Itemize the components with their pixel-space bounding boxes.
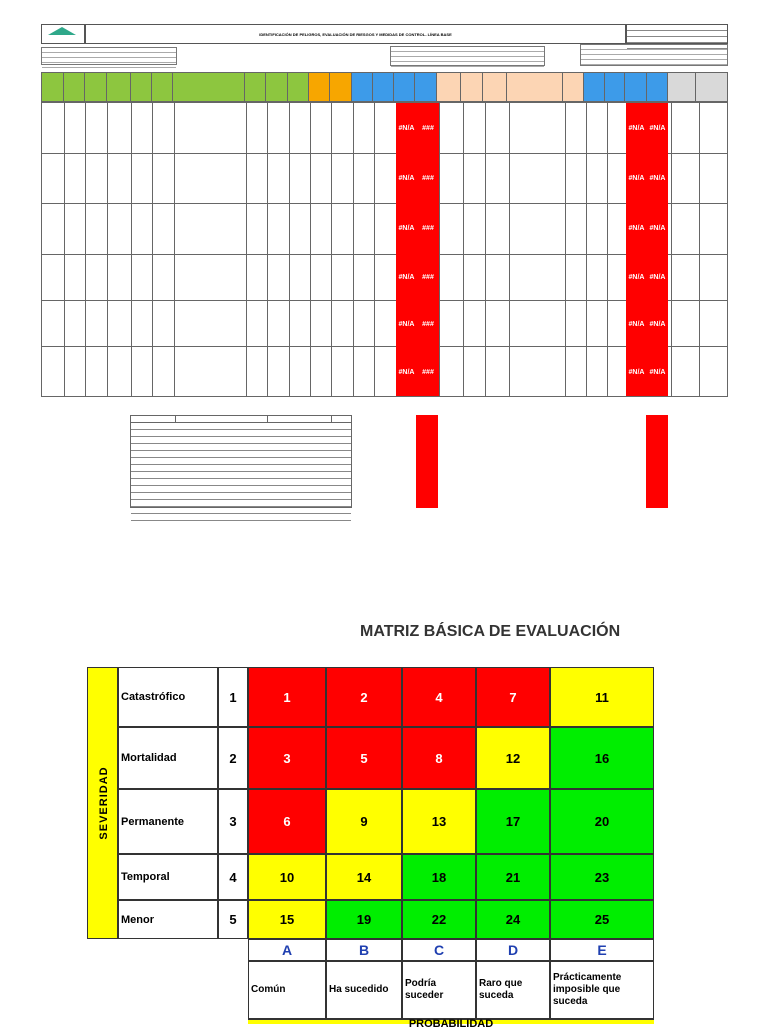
severity-level-number: 2 [218, 727, 248, 789]
grid-column-line [174, 103, 175, 396]
formula-error-value: #N/A [649, 369, 666, 376]
formula-error-value: ### [422, 369, 434, 376]
risk-matrix-cell: 18 [402, 854, 476, 900]
col-header [482, 72, 506, 102]
col-header [329, 72, 351, 102]
formula-error-value: #N/A [628, 175, 645, 182]
risk-matrix-cell: 13 [402, 789, 476, 854]
grid-column-line [289, 103, 290, 396]
signature-col-header [131, 416, 176, 422]
col-header [287, 72, 308, 102]
risk-matrix-cell: 2 [326, 667, 402, 727]
grid-column-line [310, 103, 311, 396]
document-meta-box [626, 24, 728, 44]
probability-description: Prácticamente imposible que suceda [550, 961, 654, 1019]
col-header [308, 72, 329, 102]
formula-error-value: #N/A [398, 274, 415, 281]
signature-row [131, 507, 351, 514]
signature-row [131, 437, 351, 444]
risk-matrix-cell: 16 [550, 727, 654, 789]
grid-column-line [107, 103, 108, 396]
logo-roof-icon [48, 27, 76, 35]
col-header [106, 72, 130, 102]
grid-row-line [42, 254, 727, 255]
probability-letter: D [476, 939, 550, 961]
risk-matrix-cell: 20 [550, 789, 654, 854]
signature-row [131, 423, 351, 430]
info-right-block [580, 44, 728, 66]
col-header [604, 72, 625, 102]
col-header [351, 72, 372, 102]
grid-row-line [42, 203, 727, 204]
red-risk-column [626, 103, 647, 396]
col-header [151, 72, 173, 102]
col-header [436, 72, 460, 102]
company-logo [41, 24, 85, 44]
grid-column-line [353, 103, 354, 396]
grid-column-line [463, 103, 464, 396]
severity-level-label: Menor [118, 900, 218, 939]
signature-col-header [268, 416, 332, 422]
signature-row [131, 486, 351, 493]
formula-error-value: ### [422, 225, 434, 232]
formula-error-value: #N/A [398, 321, 415, 328]
col-header [414, 72, 436, 102]
severity-level-number: 5 [218, 900, 248, 939]
formula-error-value: #N/A [398, 225, 415, 232]
formula-error-value: ### [422, 321, 434, 328]
risk-matrix-cell: 17 [476, 789, 550, 854]
probability-description: Podría suceder [402, 961, 476, 1019]
grid-column-line [439, 103, 440, 396]
formula-error-value: #N/A [628, 225, 645, 232]
col-header [695, 72, 728, 102]
col-header [393, 72, 414, 102]
probability-description: Ha sucedido [326, 961, 402, 1019]
grid-column-line [267, 103, 268, 396]
severity-level-label: Temporal [118, 854, 218, 900]
signature-row [131, 500, 351, 507]
col-header [130, 72, 151, 102]
risk-matrix-cell: 25 [550, 900, 654, 939]
signature-row [131, 479, 351, 486]
col-header [63, 72, 84, 102]
col-header [172, 72, 244, 102]
col-header [583, 72, 604, 102]
risk-matrix-cell: 15 [248, 900, 326, 939]
signature-row [131, 451, 351, 458]
grid-column-line [374, 103, 375, 396]
formula-error-value: #N/A [398, 175, 415, 182]
severity-level-number: 1 [218, 667, 248, 727]
grid-column-line [699, 103, 700, 396]
grid-column-line [85, 103, 86, 396]
probability-letter: A [248, 939, 326, 961]
formula-error-value: #N/A [398, 369, 415, 376]
formula-error-value: ### [422, 125, 434, 132]
probability-letter: B [326, 939, 402, 961]
grid-column-line [246, 103, 247, 396]
grid-column-line [607, 103, 608, 396]
signature-col-header [332, 416, 351, 422]
formula-error-value: #N/A [649, 321, 666, 328]
col-header [265, 72, 287, 102]
document-title: IDENTIFICACIÓN DE PELIGROS, EVALUACIÓN DE RIESGOS Y MEDIDAS DE CONTROL- LÍNEA BASE [85, 24, 626, 44]
formula-error-value: #N/A [628, 369, 645, 376]
risk-table-body [41, 102, 728, 397]
risk-matrix-cell: 5 [326, 727, 402, 789]
formula-error-value: ### [422, 274, 434, 281]
risk-matrix-cell: 19 [326, 900, 402, 939]
risk-matrix-cell: 3 [248, 727, 326, 789]
severity-level-label: Permanente [118, 789, 218, 854]
risk-matrix-cell: 9 [326, 789, 402, 854]
risk-matrix-cell: 1 [248, 667, 326, 727]
grid-row-line [42, 346, 727, 347]
grid-column-line [331, 103, 332, 396]
signature-row [131, 493, 351, 500]
risk-matrix-cell: 7 [476, 667, 550, 727]
grid-column-line [586, 103, 587, 396]
severity-level-label: Mortalidad [118, 727, 218, 789]
severity-level-number: 3 [218, 789, 248, 854]
risk-matrix-cell: 22 [402, 900, 476, 939]
signature-col-header [176, 416, 268, 422]
info-left-block [41, 47, 177, 65]
formula-error-value: #N/A [649, 175, 666, 182]
formula-error-value: #N/A [628, 125, 645, 132]
table-footnote [41, 403, 301, 409]
formula-error-value: #N/A [628, 274, 645, 281]
formula-error-value: ### [422, 175, 434, 182]
grid-column-line [565, 103, 566, 396]
formula-error-value: #N/A [649, 125, 666, 132]
risk-matrix-cell: 24 [476, 900, 550, 939]
signature-row [131, 458, 351, 465]
red-summary-block [646, 415, 668, 508]
probability-letter: C [402, 939, 476, 961]
signature-row [131, 430, 351, 437]
table-header-row [41, 72, 728, 102]
severity-level-label: Catastrófico [118, 667, 218, 727]
risk-matrix-cell: 12 [476, 727, 550, 789]
grid-column-line [64, 103, 65, 396]
grid-column-line [509, 103, 510, 396]
severity-axis [87, 667, 118, 939]
col-header [562, 72, 583, 102]
grid-column-line [152, 103, 153, 396]
probability-axis-label: PROBABILIDAD [408, 1018, 494, 1030]
col-header [460, 72, 482, 102]
col-header [646, 72, 667, 102]
info-mid-block [390, 46, 545, 66]
red-risk-column [417, 103, 439, 396]
info-mid-label [330, 47, 390, 53]
matrix-title: MATRIZ BÁSICA DE EVALUACIÓN [360, 623, 621, 640]
formula-error-value: #N/A [649, 225, 666, 232]
signature-row [131, 444, 351, 451]
risk-matrix-cell: 11 [550, 667, 654, 727]
signature-table-header [131, 416, 351, 423]
grid-column-line [485, 103, 486, 396]
risk-matrix-cell: 4 [402, 667, 476, 727]
risk-matrix-cell: 14 [326, 854, 402, 900]
probability-axis [248, 1018, 654, 1030]
formula-error-value: #N/A [649, 274, 666, 281]
signature-row [131, 465, 351, 472]
signature-row [131, 472, 351, 479]
col-header [506, 72, 562, 102]
probability-description: Común [248, 961, 326, 1019]
red-risk-column [647, 103, 668, 396]
risk-matrix-cell: 21 [476, 854, 550, 900]
formula-error-value: #N/A [398, 125, 415, 132]
risk-matrix-cell: 23 [550, 854, 654, 900]
red-summary-block [416, 415, 438, 508]
risk-matrix-cell: 10 [248, 854, 326, 900]
grid-row-line [42, 300, 727, 301]
col-header [372, 72, 394, 102]
col-header [41, 72, 63, 102]
red-risk-column [396, 103, 417, 396]
risk-matrix-cell: 8 [402, 727, 476, 789]
signature-table [130, 415, 352, 508]
severity-axis-label: SEVERIDAD [98, 766, 110, 840]
grid-row-line [42, 153, 727, 154]
grid-column-line [131, 103, 132, 396]
signature-row [131, 514, 351, 521]
col-header [244, 72, 265, 102]
col-header [667, 72, 695, 102]
col-header [624, 72, 646, 102]
risk-matrix-cell: 6 [248, 789, 326, 854]
probability-letter: E [550, 939, 654, 961]
severity-level-number: 4 [218, 854, 248, 900]
grid-column-line [671, 103, 672, 396]
formula-error-value: #N/A [628, 321, 645, 328]
col-header [84, 72, 106, 102]
probability-description: Raro que suceda [476, 961, 550, 1019]
